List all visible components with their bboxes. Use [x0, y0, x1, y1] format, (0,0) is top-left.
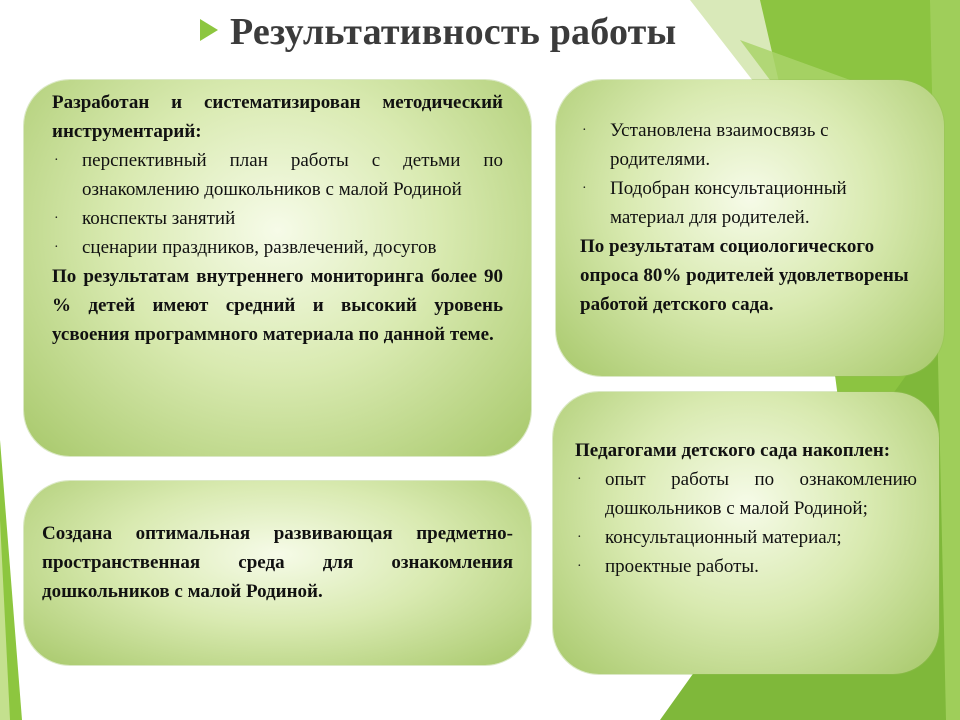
list-item: · Установлена взаимосвязь с родителями. [580, 116, 920, 174]
bullet-icon: · [577, 559, 582, 574]
title-arrow-icon [200, 19, 218, 41]
bullet-icon: · [577, 472, 582, 487]
list-item: · проектные работы. [575, 552, 917, 581]
card-parents [556, 80, 944, 376]
slide-title-text: Результативность работы [230, 11, 677, 53]
list-item: · перспективный план работы с детьми по ознакомлению дошкольников с малой Родиной [52, 146, 503, 204]
card4-list [575, 465, 917, 581]
bullet-icon: · [54, 240, 59, 255]
slide-title [200, 6, 676, 58]
bullet-icon: · [582, 181, 587, 196]
card-teachers-experience [553, 392, 939, 674]
bullet-icon: · [582, 123, 587, 138]
list-item: · Подобран консультационный материал для родителей. [580, 174, 920, 232]
card-environment [24, 481, 531, 665]
bullet-icon: · [577, 530, 582, 545]
list-item: · конспекты занятий [52, 204, 503, 233]
card2-conclusion: По результатам социологического опроса 80% родителей удовлетворены работой детского сада. [580, 236, 909, 315]
card1-list [52, 146, 503, 262]
card2-list [580, 116, 920, 232]
list-item: · сценарии праздников, развлечений, досугов [52, 233, 503, 262]
card-methodical-toolkit [24, 80, 531, 456]
bullet-icon: · [54, 211, 59, 226]
list-item: · опыт работы по ознакомлению дошкольников с малой Родиной; [575, 465, 917, 523]
card3-text: Создана оптимальная развивающая предметно-пространственная среда для ознакомления дошкольников с малой Родиной. [42, 523, 513, 602]
card1-heading: Разработан и систематизирован методический инструментарий: [52, 92, 503, 142]
bullet-icon: · [54, 153, 59, 168]
card4-heading: Педагогами детского сада накоплен: [575, 440, 891, 461]
card1-conclusion: По результатам внутреннего мониторинга более 90 % детей имеют средний и высокий уровень усвоения программного материала по данной теме. [52, 266, 503, 345]
list-item: · консультационный материал; [575, 523, 917, 552]
